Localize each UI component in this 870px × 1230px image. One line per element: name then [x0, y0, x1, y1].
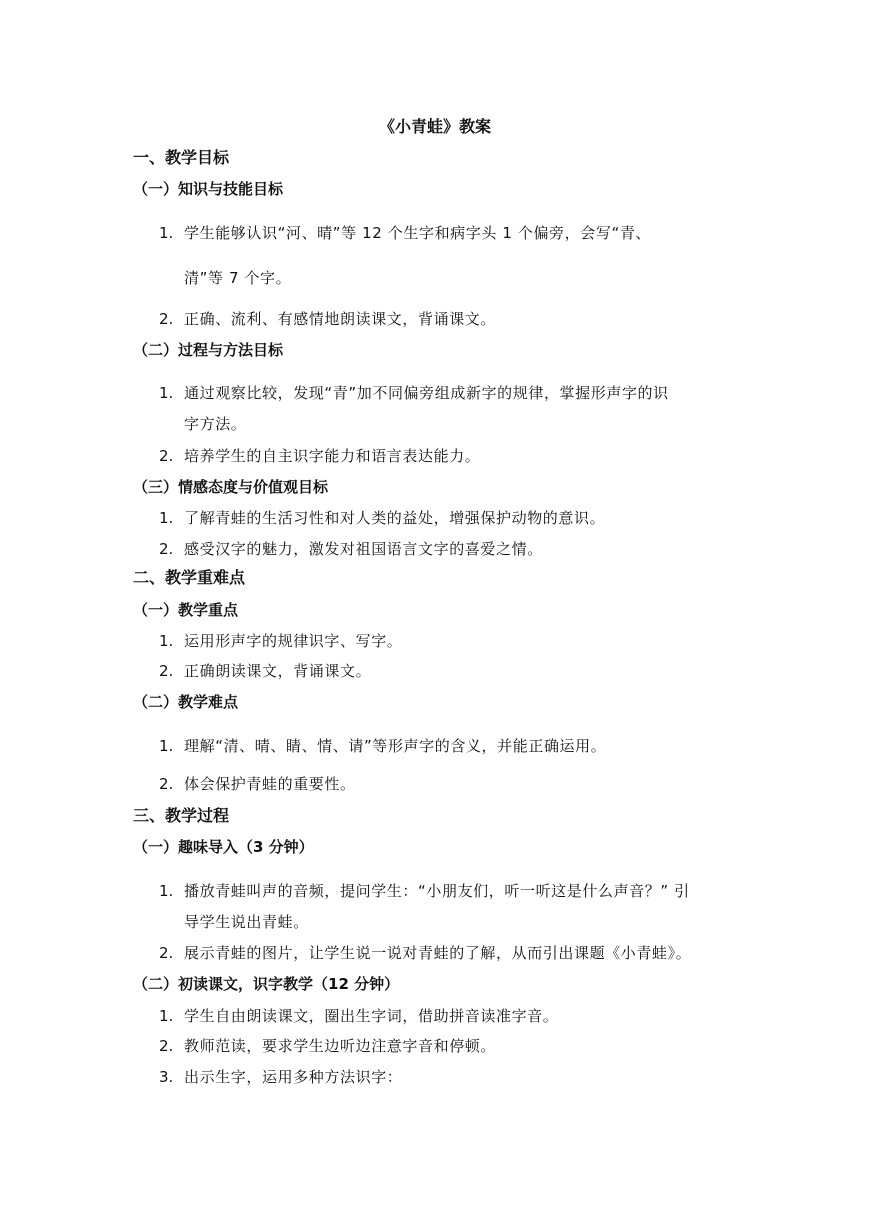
list-number: 2.: [159, 540, 174, 558]
section-heading: 三、教学过程: [133, 806, 230, 825]
list-item-text: 正确朗读课文，背诵课文。: [184, 662, 372, 680]
list-number: 2.: [159, 310, 174, 328]
subsection-heading: （二）初读课文，识字教学（12 分钟）: [133, 975, 400, 993]
list-number: 2.: [159, 1037, 174, 1055]
list-number: 1.: [159, 509, 174, 527]
list-item-text: 了解青蛙的生活习性和对人类的益处，增强保护动物的意识。: [184, 509, 606, 527]
list-number: 1.: [159, 737, 174, 755]
list-item-text: 出示生字，运用多种方法识字：: [184, 1068, 403, 1086]
list-number: 1.: [159, 882, 174, 900]
list-number: 1.: [159, 224, 174, 242]
list-number: 2.: [159, 944, 174, 962]
list-number: 2.: [159, 662, 174, 680]
subsection-heading: （一）知识与技能目标: [133, 180, 284, 198]
subsection-heading: （二）过程与方法目标: [133, 341, 284, 359]
subsection-heading: （二）教学难点: [133, 693, 239, 711]
list-number: 1.: [159, 384, 174, 402]
subsection-heading: （一）趣味导入（3 分钟）: [133, 838, 314, 856]
section-heading: 一、教学目标: [133, 148, 230, 167]
list-item-text-continued: 字方法。: [184, 415, 247, 433]
list-item-text: 运用形声字的规律识字、写字。: [184, 632, 403, 650]
list-item-text-continued: 导学生说出青蛙。: [184, 913, 309, 931]
list-number: 3.: [159, 1068, 174, 1086]
list-item-text: 教师范读，要求学生边听边注意字音和停顿。: [184, 1037, 497, 1055]
list-item-text: 体会保护青蛙的重要性。: [184, 775, 356, 793]
list-item-text: 播放青蛙叫声的音频，提问学生：“小朋友们，听一听这是什么声音？” 引: [184, 882, 690, 900]
list-number: 2.: [159, 447, 174, 465]
list-number: 1.: [159, 632, 174, 650]
section-heading: 二、教学重难点: [133, 568, 246, 587]
list-item-text: 正确、流利、有感情地朗读课文，背诵课文。: [184, 310, 497, 328]
list-item-text: 展示青蛙的图片，让学生说一说对青蛙的了解，从而引出课题《小青蛙》。: [184, 944, 692, 962]
list-item-text: 通过观察比较，发现“青”加不同偏旁组成新字的规律，掌握形声字的识: [184, 384, 669, 402]
list-number: 1.: [159, 1007, 174, 1025]
list-item-text: 培养学生的自主识字能力和语言表达能力。: [184, 447, 481, 465]
list-number: 2.: [159, 775, 174, 793]
list-item-text: 理解“清、晴、睛、情、请”等形声字的含义，并能正确运用。: [184, 737, 607, 755]
list-item-text: 学生能够认识“河、晴”等 12 个生字和病字头 1 个偏旁，会写“青、: [184, 224, 652, 242]
list-item-text: 学生自由朗读课文，圈出生字词，借助拼音读准字音。: [184, 1007, 559, 1025]
subsection-heading: （一）教学重点: [133, 601, 239, 619]
subsection-heading: （三）情感态度与价值观目标: [133, 478, 329, 496]
document-title: 《小青蛙》教案: [378, 117, 491, 136]
list-item-text: 感受汉字的魅力，激发对祖国语言文字的喜爱之情。: [184, 540, 543, 558]
list-item-text-continued: 清”等 7 个字。: [184, 269, 292, 287]
